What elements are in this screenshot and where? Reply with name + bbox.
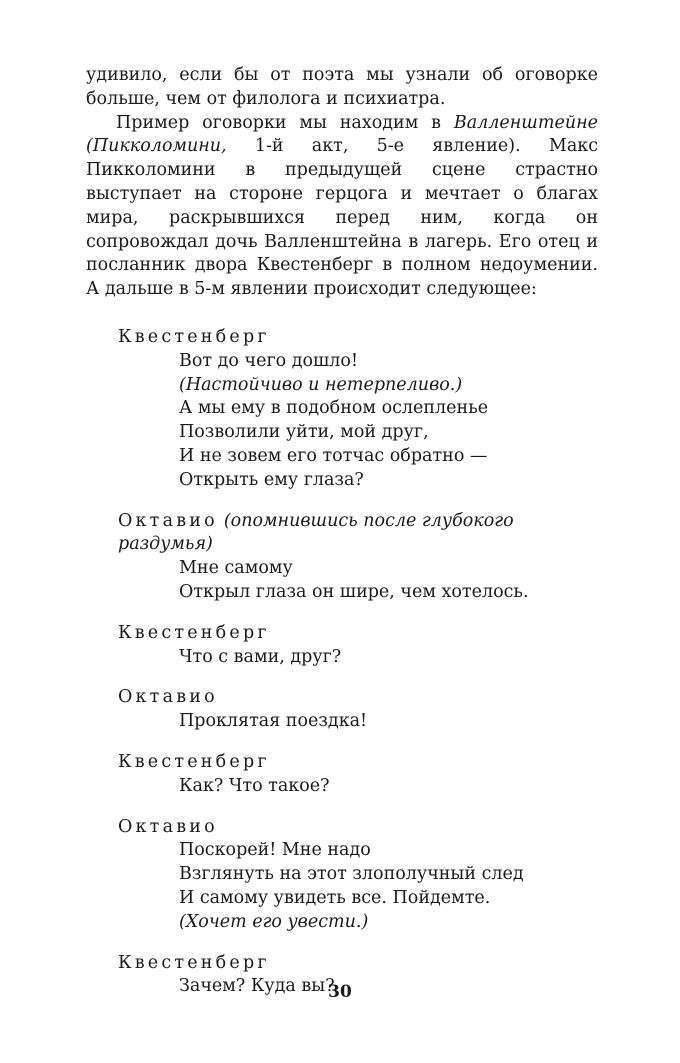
speaker-name: Квестенберг [118, 326, 270, 347]
verse-lines [179, 839, 598, 934]
speaker-line [118, 816, 598, 840]
stage-direction-line: (Настойчиво и нетерпеливо.) [179, 374, 463, 395]
speech-block [86, 751, 598, 799]
speech-block [86, 816, 598, 935]
page-number: 30 [328, 982, 352, 1002]
speech-block [86, 326, 598, 493]
speaker-line [118, 686, 598, 710]
verse-lines [179, 350, 598, 493]
verse-line: И самому увидеть все. Пойдемте. [179, 887, 491, 908]
verse-lines [179, 646, 598, 670]
speech-block [86, 686, 598, 734]
verse-line: Проклятая поездка! [179, 711, 368, 732]
verse-line: Мне самому [179, 558, 293, 579]
speaker-name: Октавио [118, 510, 218, 531]
verse-line: Взглянуть на этот злополучный след [179, 864, 524, 885]
speaker-line [118, 751, 598, 775]
paragraph-text-before-title: Пример оговорки мы находим в [116, 112, 454, 133]
paragraph-text-after-title: 1-й акт, 5-е явление). Макс Пикколомини в предыдущей сцене страстно выступает на стороне герцога и мечтает о благах мира, раскрывшихся перед ним, когда он сопровождал дочь Валленштейна в лагерь. Его отец и посланник двора Квестенберг в полном недоумении. А дальше в 5-м явлении происходит следующее: [86, 136, 598, 300]
paragraph-example [86, 112, 598, 302]
prose-block [86, 64, 598, 302]
verse-line: А мы ему в подобном ослепленье [179, 398, 489, 419]
paragraph-continued: удивило, если бы от поэта мы узнали об оговорке больше, чем от филолога и психиатра. [86, 65, 598, 109]
work-title: Валленштейне (Пикколомини, [86, 112, 598, 157]
dialogue [86, 326, 598, 999]
stage-direction: (опомнившись после глубокого раздумья) [118, 510, 514, 555]
speaker-name: Квестенберг [118, 952, 270, 973]
speaker-line [118, 622, 598, 646]
verse-lines [179, 710, 598, 734]
speech-block [86, 622, 598, 670]
speaker-line [118, 326, 598, 350]
verse-line: Открыл глаза он шире, чем хотелось. [179, 581, 529, 602]
speech-block [86, 510, 598, 605]
speaker-line [118, 952, 598, 976]
verse-line: Поскорей! Мне надо [179, 840, 371, 861]
speaker-name: Квестенберг [118, 751, 270, 772]
verse-lines [179, 775, 598, 799]
verse-line: Зачем? Куда вы? [179, 976, 335, 997]
page-body [86, 64, 598, 1016]
speaker-line [118, 510, 598, 558]
verse-line: Позволили уйти, мой друг, [179, 422, 429, 443]
stage-direction-line: (Хочет его увести.) [179, 911, 369, 932]
speaker-name: Октавио [118, 687, 218, 708]
verse-line: Что с вами, друг? [179, 646, 342, 667]
verse-line: Вот до чего дошло! [179, 350, 358, 371]
verse-line: Открыть ему глаза? [179, 469, 364, 490]
verse-line: И не зовем его тотчас обратно — [179, 445, 488, 466]
verse-lines [179, 557, 598, 605]
speaker-name: Октавио [118, 816, 218, 837]
speaker-name: Квестенберг [118, 622, 270, 643]
verse-line: Как? Что такое? [179, 775, 330, 796]
